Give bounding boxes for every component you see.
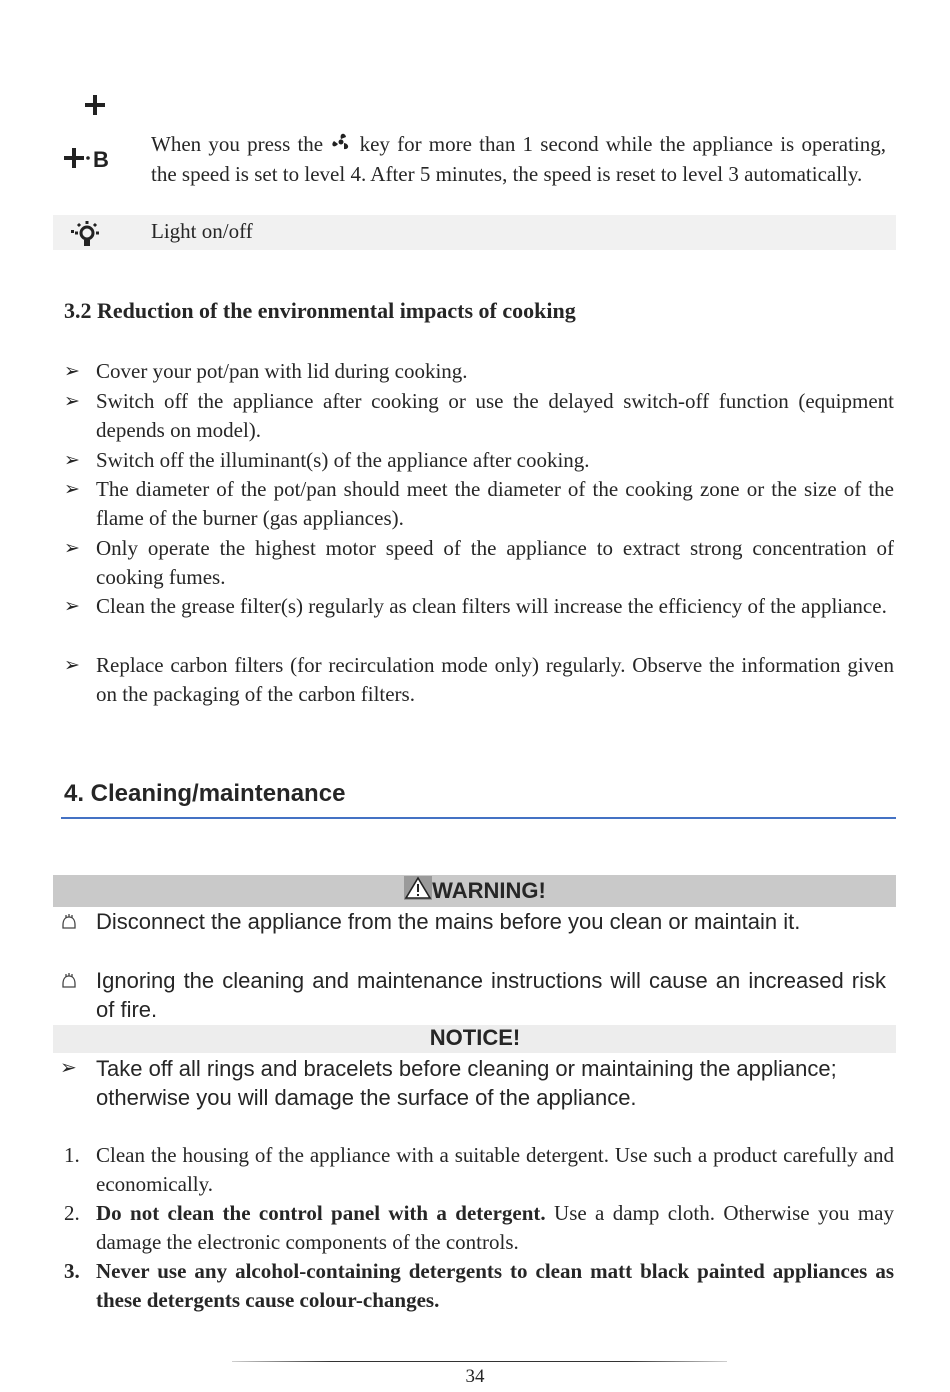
hand-icon	[60, 966, 86, 997]
list-item: ➢ Clean the grease filter(s) regularly as clean filters will increase the efficiency of the appliance.	[64, 594, 887, 618]
footer-rule	[232, 1361, 727, 1362]
list-item: ➢ Only operate the highest motor speed of the appliance to extract strong concentration of cooking fumes.	[64, 536, 894, 590]
plus-b-icon	[64, 146, 116, 175]
step-item: 3. Never use any alcohol-containing detergents to clean matt black painted appliances as these detergents cause colour-changes.	[64, 1259, 894, 1312]
section-3-2-heading: 3.2 Reduction of the environmental impacts of cooking	[64, 298, 576, 323]
light-icon	[70, 220, 104, 257]
hand-icon	[60, 907, 86, 938]
notice-title: NOTICE!	[429, 1025, 521, 1050]
warning-title: WARNING!	[0, 876, 950, 906]
list-item: ➢ Replace carbon filters (for recirculation mode only) regularly. Observe the information given on the packaging of the carbon filters.	[64, 653, 894, 707]
light-description: Light on/off	[151, 219, 253, 243]
speed-key-description: When you press the key for more than 1 second while the appliance is operating, the speed is set to level 4. After 5 minutes, the speed is reset to level 3 automatically.	[151, 132, 886, 186]
heading-rule	[61, 817, 896, 819]
fan-icon	[330, 131, 352, 160]
list-item: ➢ Cover your pot/pan with lid during cooking.	[64, 359, 468, 383]
section-4-heading: 4. Cleaning/maintenance	[64, 780, 346, 807]
step-item: 2. Do not clean the control panel with a detergent. Use a damp cloth. Otherwise you may damage the electronic components of the controls.	[64, 1201, 894, 1254]
warning-item: Disconnect the appliance from the mains before you clean or maintain it.	[60, 907, 886, 936]
step-item: 1. Clean the housing of the appliance with a suitable detergent. Use such a product carefully and economically.	[64, 1143, 894, 1196]
list-item: ➢ The diameter of the pot/pan should meet the diameter of the cooking zone or the size of the flame of the burner (gas appliances).	[64, 477, 894, 531]
list-item: ➢ Switch off the appliance after cooking or use the delayed switch-off function (equipment depends on model).	[64, 389, 894, 443]
list-item: ➢ Switch off the illuminant(s) of the appliance after cooking.	[64, 448, 590, 472]
plus-icon	[84, 94, 106, 121]
warning-triangle-icon	[404, 876, 432, 906]
svg-text:B: B	[93, 147, 109, 170]
warning-item: Ignoring the cleaning and maintenance instructions will cause an increased risk of fire.	[60, 966, 886, 1025]
notice-item: ➢ Take off all rings and bracelets before cleaning or maintaining the appliance; otherwise you will damage the surface of the appliance.	[60, 1056, 837, 1111]
page-number: 34	[465, 1366, 485, 1387]
